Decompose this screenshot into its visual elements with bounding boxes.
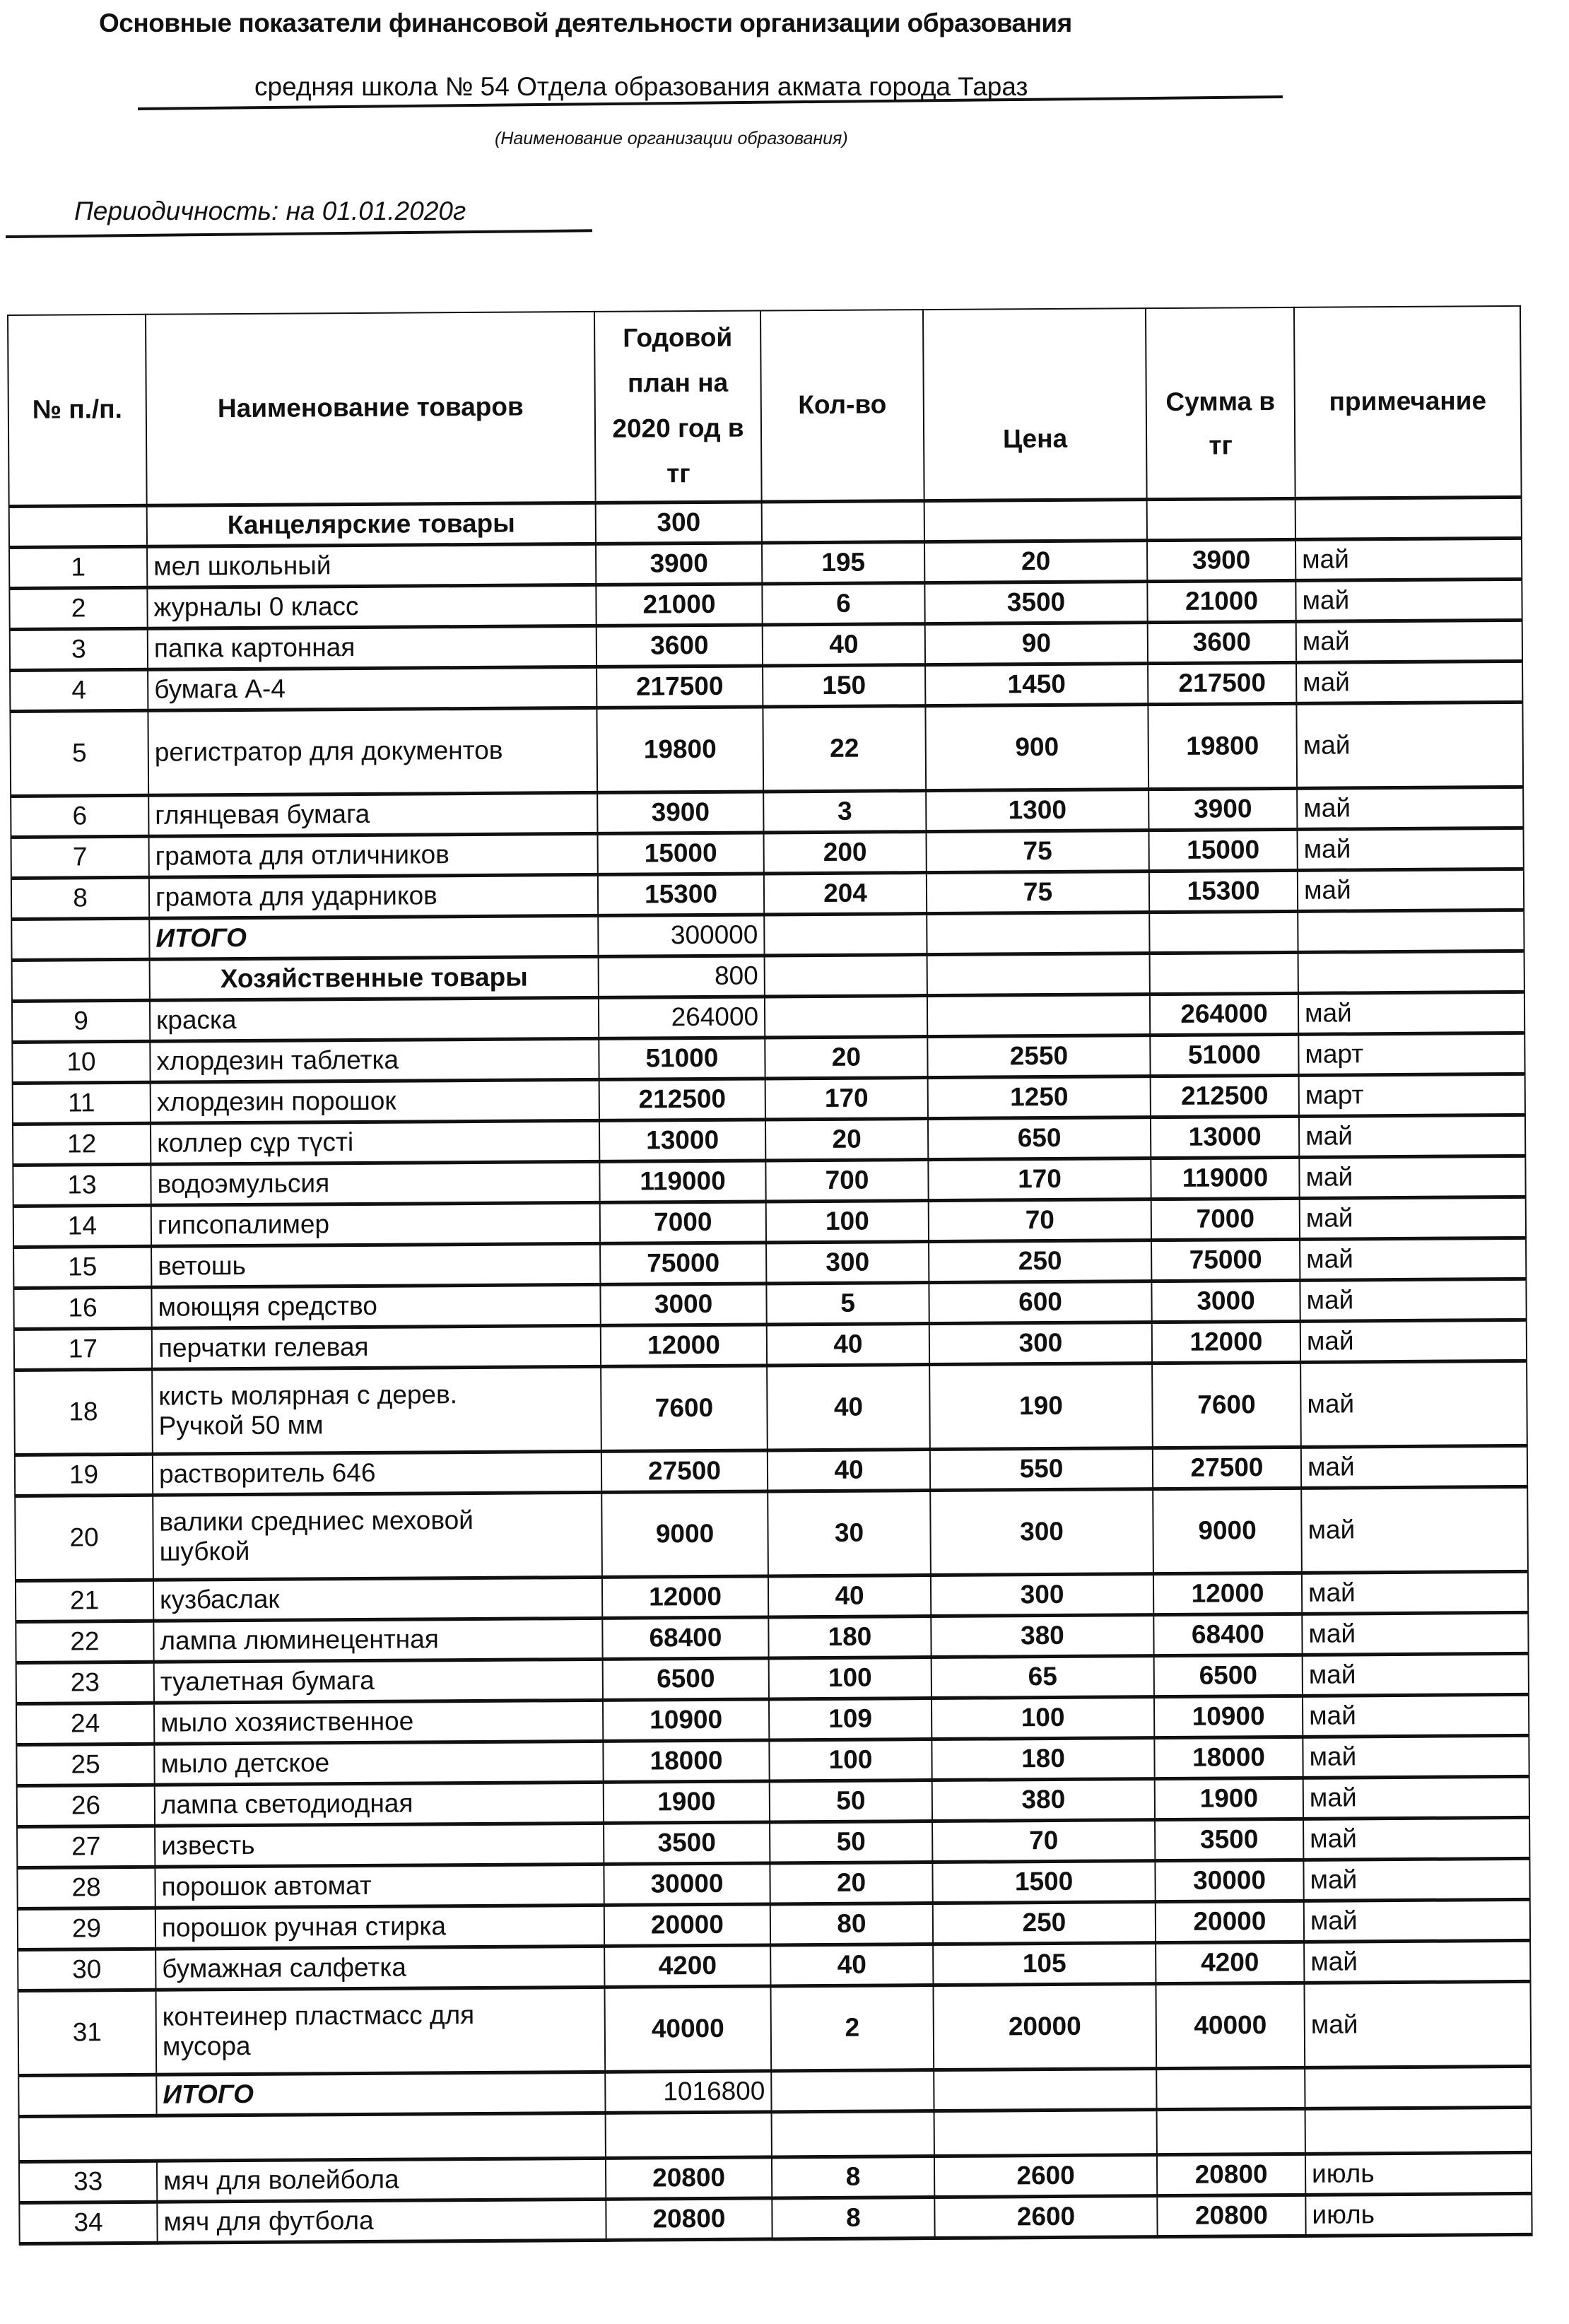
document-title: Основные показатели финансовой деятельности организации образования (99, 8, 1072, 37)
row-note: май (1300, 1238, 1526, 1280)
row-price: 650 (928, 1117, 1151, 1159)
row-note: май (1300, 1197, 1526, 1239)
row-num: 16 (13, 1287, 151, 1329)
row-note: май (1299, 1156, 1525, 1198)
row-note: май (1301, 1486, 1528, 1573)
row-num: 27 (17, 1826, 155, 1867)
row-plan: 212500 (599, 1078, 765, 1120)
row-note: май (1297, 787, 1523, 829)
row-price: 1450 (925, 663, 1148, 705)
row-price: 70 (929, 1199, 1151, 1241)
organization-caption: (Наименование организации образования) (495, 129, 848, 148)
row-num: 22 (16, 1621, 153, 1662)
row-num: 17 (14, 1328, 152, 1370)
row-name: водоэмульсия (151, 1161, 599, 1205)
row-sum: 119000 (1151, 1157, 1299, 1199)
row-sum: 1900 (1155, 1778, 1303, 1819)
row-qty: 50 (770, 1780, 932, 1821)
row-qty: 20 (765, 1036, 927, 1078)
row-qty: 100 (769, 1657, 932, 1698)
row-plan: 20800 (606, 2197, 772, 2239)
row-price: 75 (926, 830, 1148, 872)
row-sum: 20800 (1157, 2154, 1305, 2195)
row-name: грамота для ударников (149, 874, 598, 918)
row-note: май (1303, 1776, 1529, 1819)
row-sum: 264000 (1150, 993, 1298, 1035)
row-price: 75 (927, 871, 1149, 913)
row-qty: 40 (767, 1364, 930, 1450)
row-num: 12 (13, 1123, 151, 1165)
row-sum: 27500 (1153, 1447, 1301, 1489)
row-qty: 195 (762, 541, 924, 583)
row-num: 25 (16, 1744, 154, 1785)
row-name: порошок автомат (155, 1864, 604, 1908)
row-plan: 20800 (606, 2156, 772, 2198)
row-qty: 180 (768, 1616, 931, 1657)
row-price: 1250 (928, 1076, 1151, 1118)
row-name: мяч для футбола (157, 2199, 606, 2243)
row-qty: 2 (770, 1985, 934, 2070)
row-qty: 150 (763, 664, 925, 706)
row-sum: 4200 (1156, 1942, 1304, 1983)
row-plan: 3900 (597, 791, 763, 833)
row-qty: 204 (764, 872, 927, 914)
row-price: 105 (933, 1942, 1156, 1985)
row-note: май (1300, 1361, 1527, 1447)
col-header-name: Наименование товаров (146, 312, 596, 505)
row-name: гипсопалимер (151, 1202, 600, 1246)
row-num: 1 (9, 546, 147, 588)
row-name: моющяя средство (151, 1284, 600, 1328)
row-qty (765, 995, 927, 1037)
row-sum: 21000 (1147, 580, 1295, 622)
row-sum: 19800 (1148, 703, 1297, 789)
row-qty: 30 (768, 1490, 931, 1575)
row-name (152, 1366, 601, 1454)
row-qty: 100 (769, 1739, 932, 1780)
row-qty: 40 (763, 623, 925, 665)
row-qty: 170 (765, 1077, 928, 1119)
row-name: коллер сұр түсті (151, 1120, 599, 1164)
row-sum: 3600 (1148, 621, 1296, 663)
row-plan: 75000 (600, 1242, 766, 1284)
row-sum: 10900 (1154, 1696, 1303, 1737)
row-price (927, 994, 1150, 1036)
row-name: мыло детское (154, 1741, 603, 1785)
row-plan: 3000 (600, 1283, 766, 1325)
table-row (14, 1361, 1527, 1455)
row-num: 29 (18, 1908, 155, 1949)
row-name: кузбаслак (153, 1577, 602, 1621)
row-price: 180 (932, 1737, 1154, 1780)
row-price: 3500 (924, 581, 1147, 623)
row-num: 14 (13, 1205, 151, 1247)
row-qty: 8 (772, 2156, 934, 2197)
row-note: май (1296, 661, 1522, 703)
row-name-line2: мусора (162, 2031, 251, 2061)
row-name: краска (150, 997, 599, 1041)
row-plan: 6500 (603, 1657, 769, 1699)
row-note: май (1296, 702, 1523, 788)
row-price: 20 (924, 540, 1147, 582)
row-qty: 6 (762, 582, 924, 624)
row-price: 190 (929, 1363, 1153, 1449)
row-note: июль (1305, 2152, 1532, 2195)
row-plan: 15000 (597, 832, 763, 874)
row-note: май (1304, 1940, 1530, 1983)
row-plan: 217500 (597, 665, 763, 707)
row-qty: 3 (763, 790, 926, 832)
row-note: май (1301, 1445, 1527, 1488)
row-num: 3 (10, 628, 148, 670)
row-note: июль (1305, 2193, 1532, 2236)
row-num: 24 (16, 1703, 154, 1744)
row-note: май (1303, 1694, 1529, 1737)
row-name: известь (155, 1823, 604, 1867)
row-price: 300 (931, 1573, 1153, 1616)
row-plan: 27500 (601, 1450, 768, 1491)
row-name: растворитель 646 (153, 1451, 601, 1495)
row-sum: 212500 (1151, 1075, 1299, 1117)
row-num: 23 (16, 1662, 154, 1703)
row-note: май (1297, 828, 1523, 870)
row-plan: 68400 (602, 1616, 768, 1658)
row-note: май (1302, 1612, 1528, 1655)
organization-name: средняя школа № 54 Отдела образования акмата города Тараз (254, 72, 1028, 101)
row-qty: 40 (768, 1575, 931, 1616)
row-sum: 51000 (1150, 1034, 1298, 1076)
row-num: 15 (13, 1246, 151, 1288)
row-sum: 3000 (1151, 1280, 1300, 1322)
row-plan: 20000 (604, 1903, 770, 1945)
row-note: май (1303, 1735, 1529, 1778)
row-num: 7 (11, 836, 149, 878)
row-plan: 21000 (596, 583, 762, 625)
row-note: май (1295, 579, 1522, 621)
row-price: 300 (929, 1322, 1152, 1364)
row-num: 2 (9, 587, 147, 629)
table-row (15, 1486, 1528, 1580)
row-name: хлордезин таблетка (150, 1038, 599, 1082)
row-price: 2600 (934, 2195, 1157, 2238)
row-price: 380 (932, 1778, 1155, 1821)
row-price: 600 (929, 1281, 1151, 1323)
row-note: май (1303, 1817, 1529, 1860)
row-note: май (1298, 992, 1524, 1034)
row-plan: 4200 (604, 1944, 770, 1986)
row-price: 250 (929, 1240, 1151, 1282)
row-plan: 15300 (598, 873, 764, 915)
row-sum: 15300 (1149, 870, 1298, 912)
row-price: 100 (932, 1696, 1154, 1739)
row-num: 33 (19, 2161, 157, 2202)
row-qty: 109 (769, 1698, 932, 1739)
row-qty: 20 (765, 1118, 928, 1160)
row-price: 380 (931, 1614, 1153, 1657)
row-num: 21 (16, 1580, 153, 1621)
row-plan: 1900 (604, 1780, 770, 1822)
row-num: 10 (12, 1041, 150, 1083)
row-name-line1: контеинер пластмасс для (162, 2000, 475, 2031)
total-label: ИТОГО (156, 2072, 605, 2115)
row-price: 550 (930, 1448, 1153, 1490)
row-sum: 7600 (1152, 1362, 1301, 1448)
col-header-note: примечание (1294, 306, 1522, 498)
row-sum: 30000 (1155, 1860, 1303, 1901)
row-name: мяч для волейбола (157, 2158, 606, 2202)
row-qty: 80 (770, 1903, 933, 1944)
row-num: 19 (15, 1454, 153, 1496)
table-row (19, 2193, 1532, 2243)
row-qty: 40 (767, 1323, 929, 1365)
row-plan: 3600 (597, 624, 763, 666)
row-note: март (1299, 1074, 1525, 1116)
row-name-line2: Ручкой 50 мм (158, 1410, 324, 1440)
row-sum: 7000 (1151, 1198, 1300, 1240)
row-price: 2600 (934, 2154, 1157, 2197)
row-name: туалетная бумага (154, 1659, 603, 1703)
row-price: 70 (932, 1819, 1155, 1862)
row-sum: 40000 (1156, 1983, 1305, 2068)
financial-table (7, 305, 1533, 2246)
row-plan: 3900 (596, 542, 762, 584)
row-price: 2550 (927, 1035, 1150, 1077)
row-sum: 12000 (1153, 1573, 1302, 1614)
row-plan: 12000 (602, 1575, 768, 1617)
row-qty: 50 (770, 1821, 932, 1862)
row-note: май (1303, 1858, 1529, 1901)
row-note: май (1298, 869, 1524, 911)
row-price: 300 (930, 1489, 1153, 1575)
row-name: глянцевая бумага (148, 792, 597, 836)
total-value: 300000 (598, 914, 764, 956)
row-plan: 119000 (599, 1160, 765, 1202)
row-plan: 19800 (597, 706, 763, 792)
row-plan: 12000 (601, 1324, 767, 1366)
row-num: 31 (18, 1990, 156, 2075)
col-header-num: № п./п. (8, 315, 147, 506)
table-row (10, 702, 1523, 796)
section-title: Хозяйственные товары (150, 956, 599, 1000)
table-row (18, 1981, 1531, 2075)
row-sum: 9000 (1153, 1488, 1302, 1573)
row-sum: 13000 (1151, 1116, 1299, 1158)
row-plan: 40000 (604, 1985, 771, 2071)
row-price: 90 (925, 622, 1148, 664)
row-num: 11 (13, 1082, 151, 1124)
row-price: 1300 (926, 789, 1148, 831)
row-price: 900 (925, 704, 1148, 790)
row-num: 5 (10, 710, 148, 796)
row-sum: 217500 (1148, 662, 1296, 704)
row-qty: 22 (763, 705, 926, 791)
row-note: май (1304, 1981, 1531, 2067)
row-name: мыло хозяиственное (154, 1700, 603, 1744)
row-sum: 12000 (1152, 1321, 1300, 1363)
row-plan: 9000 (601, 1491, 768, 1576)
row-sum: 15000 (1148, 829, 1297, 871)
row-note: май (1295, 538, 1522, 580)
row-name: бумажная салфетка (155, 1946, 604, 1990)
row-name-line1: валики средниес меховой (159, 1506, 474, 1537)
row-qty: 40 (768, 1449, 930, 1491)
row-plan: 51000 (599, 1037, 765, 1079)
row-price: 65 (932, 1655, 1154, 1698)
row-note: май (1304, 1899, 1530, 1942)
row-name: перчатки гелевая (152, 1325, 601, 1369)
row-name: бумага А-4 (148, 667, 597, 710)
row-plan: 10900 (603, 1698, 769, 1740)
row-plan: 7000 (600, 1201, 766, 1243)
row-sum: 3900 (1148, 788, 1297, 830)
col-header-qty: Кол-во (760, 310, 924, 501)
row-qty: 20 (770, 1862, 932, 1903)
row-name: порошок ручная стирка (155, 1905, 604, 1949)
row-plan: 30000 (604, 1862, 770, 1904)
row-plan: 3500 (604, 1821, 770, 1863)
row-sum: 20800 (1157, 2195, 1305, 2236)
row-plan: 13000 (599, 1119, 765, 1161)
row-note: май (1299, 1115, 1525, 1157)
col-header-sum: Сумма в тг (1146, 307, 1295, 499)
row-qty: 40 (770, 1944, 933, 1985)
row-num: 26 (17, 1785, 155, 1826)
row-sum: 75000 (1151, 1239, 1300, 1281)
row-note: май (1303, 1653, 1529, 1696)
row-note: май (1302, 1571, 1528, 1614)
row-name-line1: кисть молярная с дерев. (158, 1380, 458, 1411)
row-price: 170 (928, 1158, 1151, 1200)
row-sum: 3900 (1147, 539, 1295, 581)
row-plan: 264000 (599, 996, 765, 1038)
row-name: ветошь (151, 1243, 600, 1287)
period-underline (6, 229, 592, 238)
row-sum: 6500 (1154, 1655, 1303, 1696)
row-qty: 700 (765, 1159, 928, 1201)
row-name: журналы 0 класс (147, 585, 596, 628)
row-num: 20 (15, 1495, 153, 1580)
row-price: 250 (933, 1901, 1156, 1944)
col-header-price: Цена (923, 308, 1147, 500)
row-name-line2: шубкой (159, 1536, 250, 1566)
section-title: Канцелярские товары (147, 503, 596, 546)
row-name: хлордезин порошок (151, 1079, 599, 1123)
row-note: май (1300, 1320, 1527, 1362)
row-name: лампа люминецентная (153, 1618, 602, 1662)
row-note: май (1300, 1279, 1526, 1321)
row-name (153, 1492, 602, 1580)
col-header-plan: Годовой план на 2020 год в тг (594, 310, 762, 502)
row-name: мел школьный (147, 544, 596, 587)
row-sum: 18000 (1154, 1737, 1303, 1778)
row-plan: 7600 (601, 1365, 768, 1450)
row-note: май (1296, 620, 1522, 662)
row-num: 18 (14, 1369, 153, 1455)
row-num: 34 (19, 2202, 157, 2243)
row-name: грамота для отличников (149, 833, 598, 877)
row-price: 20000 (933, 1983, 1156, 2070)
row-name: папка картонная (148, 626, 597, 669)
table-header-row (8, 306, 1522, 506)
total-value: 1016800 (605, 2070, 771, 2112)
total-label: ИТОГО (149, 915, 598, 959)
row-num: 28 (17, 1867, 155, 1908)
row-sum: 3500 (1155, 1819, 1303, 1860)
section-plan: 800 (599, 955, 765, 997)
row-plan: 18000 (603, 1739, 769, 1781)
section-plan: 300 (596, 501, 762, 543)
row-sum: 68400 (1153, 1614, 1302, 1655)
period-label: Периодичность: на 01.01.2020г (74, 196, 466, 225)
row-num: 9 (12, 1000, 150, 1042)
row-qty: 5 (766, 1282, 929, 1324)
row-qty: 8 (772, 2197, 934, 2238)
row-num: 4 (10, 669, 148, 711)
row-price: 1500 (932, 1860, 1155, 1903)
row-sum: 20000 (1156, 1901, 1304, 1942)
row-num: 30 (18, 1949, 155, 1990)
row-name: регистратор для документов (148, 708, 597, 795)
row-qty: 100 (766, 1200, 929, 1242)
row-num: 6 (11, 795, 148, 837)
row-qty: 300 (766, 1241, 929, 1283)
row-name (155, 1987, 605, 2074)
row-num: 8 (11, 877, 149, 919)
row-note: март (1298, 1033, 1524, 1075)
row-qty: 200 (763, 831, 926, 873)
row-num: 13 (13, 1164, 151, 1206)
row-name: лампа светодиодная (155, 1782, 604, 1826)
